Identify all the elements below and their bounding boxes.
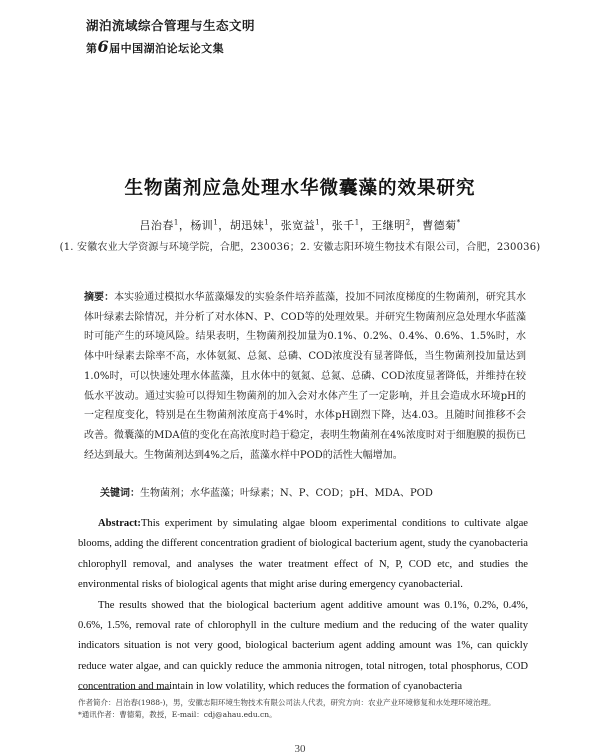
series-title: 湖泊流域综合管理与生态文明 bbox=[86, 18, 256, 33]
keywords-cn-label: 关键词： bbox=[100, 488, 140, 499]
footnote-divider bbox=[78, 689, 170, 690]
paper-title: 生物菌剂应急处理水华微囊藻的效果研究 bbox=[124, 178, 476, 199]
author: 胡迅妹$^1$ bbox=[229, 218, 270, 232]
footnote-author-bio: 作者简介：吕治春(1988-)，男，安徽志阳环境生物技术有限公司法人代表，研究方向：农业产业环境修复和水处理环境治理。 bbox=[78, 698, 496, 707]
forum-line bbox=[86, 37, 255, 56]
author: 张宽益$^1$ bbox=[280, 218, 321, 232]
abstract-cn-label: 摘要： bbox=[84, 292, 115, 303]
forum-number: 6 bbox=[97, 37, 110, 56]
abstract-en-paragraph: Abstract:This experiment by simulating algae bloom experimental conditions to cultivate algae blooms, adding the different concentration gradient of biological bacterium agent, study the cyanobacteria chlorophyll removal, and analyses the water treatment effect of N, P, COD etc, and studies the environmental risks of biological agents that might arise during emergency cyanobacterial. bbox=[78, 518, 528, 591]
keywords-chinese bbox=[100, 484, 433, 499]
forum-suffix: 届中国湖泊论坛论文集 bbox=[109, 42, 225, 55]
forum-prefix: 第 bbox=[86, 42, 98, 55]
author: 曹德菊* bbox=[422, 218, 461, 232]
affiliations: (1. 安徽农业大学资源与环境学院，合肥，230036；2. 安徽志阳环境生物技术有限公司，合肥，230036) bbox=[59, 242, 541, 253]
abstract-cn-text: 本实验通过模拟水华蓝藻爆发的实验条件培养蓝藻，投加不同浓度梯度的生物菌剂，研究其水体叶绿素去除情况，并分析了对水体N、P、COD等的处理效果。并研究生物菌剂应急处理水华蓝藻时可能产生的环境风险。结果表明，生物菌剂投加量为0.1%、0.2%、0.4%、0.6%、1.5%时，水体中叶绿素去除率不高，水体氨氮、总氮、总磷、COD浓度没有显著降低，当生物菌剂投加量达到1.0%时，可以快速处理水体蓝藻，且水体中的氨氮、总氮、总磷、COD浓度显著降低，并维持在较低水平波动。通过实验可以得知生物菌剂的加入会对水体产生了一定影响，并且会造成水环境pH的一定程度变化，特别是在生物菌剂浓度高于4%时，水体pH剧烈下降，达4.03。且随时间推移不会改善。微囊藻的MDA值的变化在高浓度时趋于稳定，表明生物菌剂在4%浓度时对于细胞膜的损伤已经达到最大。生物菌剂达到4%之后，蓝藻水样中POD的活性大幅增加。 bbox=[84, 292, 527, 461]
footnote-corresponding: *通讯作者：曹德菊，教授，E-mail：cdj@ahau.edu.cn。 bbox=[78, 710, 277, 719]
author-list: 吕治春$^1$，杨训$^1$，胡迅妹$^1$，张宽益$^1$，张千$^1$，王继明$^2$，曹德菊* bbox=[139, 218, 461, 232]
abstract-en-paragraph: The results showed that the biological bacterium agent additive amount was 0.1%, 0.2%, 0.4%, 0.6%, 1.5%, removal rate of chlorophyll in the culture medium and the reducing of the water quality indicators situation is not very good, biological bacterium agent adding amount was 1%, can quickly reduce water algae, and can quickly reduce the ammonia nitrogen, total nitrogen, total phosphorus, COD concentration and maintain in low volatility, which reduces the formation of cyanobacteria bbox=[78, 599, 528, 693]
keywords-cn-text: 生物菌剂；水华蓝藻；叶绿素；N、P、COD；pH、MDA、POD bbox=[140, 488, 433, 499]
abstract-chinese bbox=[84, 288, 526, 465]
abstract-en-label: Abstract: bbox=[98, 518, 141, 529]
author: 杨训$^1$ bbox=[190, 218, 219, 232]
author: 王继明$^2$ bbox=[371, 218, 411, 232]
author: 吕治春$^1$ bbox=[139, 218, 179, 232]
abstract-english bbox=[78, 514, 528, 698]
page-number: 30 bbox=[294, 743, 306, 755]
author: 张千$^1$ bbox=[331, 218, 360, 232]
footnotes bbox=[78, 697, 538, 721]
running-header bbox=[86, 16, 255, 56]
